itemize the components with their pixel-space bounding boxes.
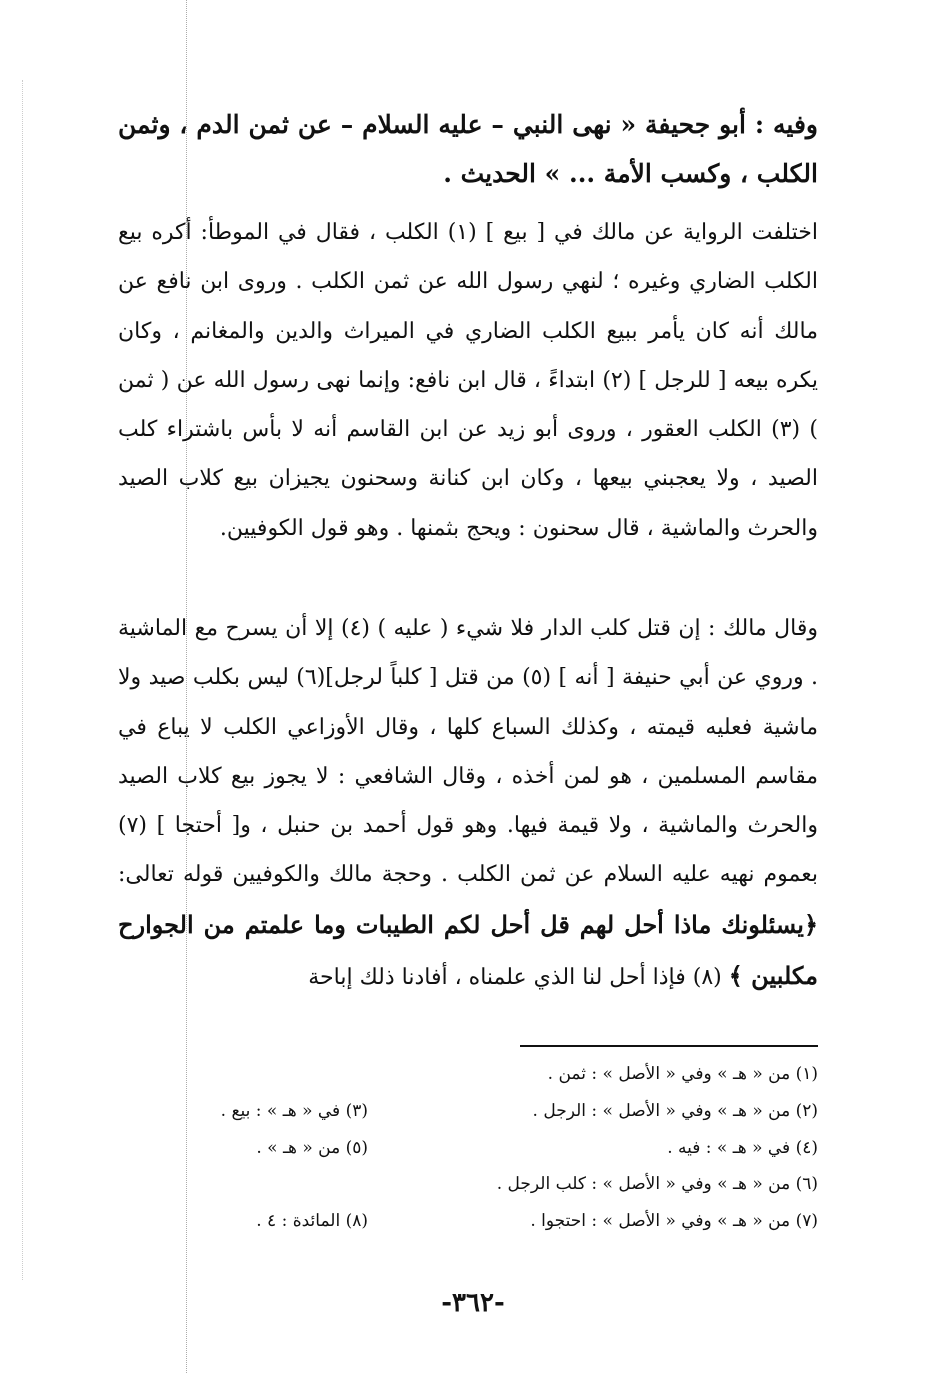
- footnote-row: [118, 1211, 818, 1248]
- footnote-6: (٦) من « هـ » وفي « الأصل » : كلب الرجل .: [496, 1174, 818, 1195]
- paragraph-malik-views: اختلفت الرواية عن مالك في [ بيع ] (١) الكلب ، فقال في الموطأ: أكره بيع الكلب الضاري وغيره ؛ لنهي رسول الله عن ثمن الكلب . وروى ابن نافع عن مالك أنه كان يأمر ببيع الكلب الضاري في الميراث والدين والمغانم ، وكان يكره بيعه [ للرجل ] (٢) ابتداءً ، قال ابن نافع: وإنما نهى رسول الله عن ( ثمن ) (٣) الكلب العقور ، وروى أبو زيد عن ابن القاسم أنه لا بأس باشتراء كلب الصيد ، ولا يعجبني بيعها ، وكان ابن كنانة وسحنون يجيزان بيع كلاب الصيد والحرث والماشية ، قال سحنون : ويحج بثمنها . وهو قول الكوفيين.: [118, 220, 818, 541]
- footnote-row: [118, 1101, 818, 1138]
- footnote-4: (٤) في « هـ » : فيه .: [667, 1137, 818, 1158]
- footnote-row: [118, 1064, 818, 1101]
- footnote-2: (٢) من « هـ » وفي « الأصل » : الرجل .: [532, 1100, 818, 1121]
- footnote-7: (٧) من « هـ » وفي « الأصل » : احتجوا .: [530, 1211, 818, 1232]
- footnote-3: (٣) في « هـ » : بيع .: [220, 1100, 368, 1121]
- footnote-separator: [520, 1045, 818, 1047]
- page-number: -٣٦٢-: [441, 1288, 505, 1318]
- paragraph-killing-dog: [118, 604, 818, 1002]
- verse-continuation: (٨) فإذا أحل لنا الذي علمناه ، أفادنا ذلك إباحة: [308, 965, 722, 991]
- footnote-8: (٨) المائدة : ٤ .: [256, 1211, 368, 1232]
- footnote-1: (١) من « هـ » وفي « الأصل » : ثمن .: [547, 1064, 818, 1084]
- footnotes: [118, 1064, 818, 1248]
- scan-edge-line: [22, 80, 24, 1280]
- hadith-intro: وفيه : أبو جحيفة « نهى النبي – عليه السلام – عن ثمن الدم ، وثمن الكلب ، وكسب الأمة ... » الحديث .: [118, 110, 818, 188]
- quran-verse: ﴿يسئلونك ماذا أحل لهم قل أحل لكم الطيبات وما علمتم من الجوارح مكلبين ﴾: [118, 909, 818, 991]
- footnote-row: [118, 1138, 818, 1175]
- paragraph-body: وقال مالك : إن قتل كلب الدار فلا شيء ( عليه ) (٤) إلا أن يسرح مع الماشية . وروي عن أبي حنيفة [ أنه ] (٥) من قتل [ كلباً لرجل](٦) ليس بكلب صيد ولا ماشية فعليه قيمته ، وكذلك السباع كلها ، وقال الأوزاعي الكلب لا يباع في مقاسم المسلمين ، هو لمن أخذه ، وقال الشافعي : لا يجوز بيع كلاب الصيد والحرث والماشية ، ولا قيمة فيها. وهو قول أحمد بن حنبل ، و[ أحتجا ] (٧) بعموم نهيه عليه السلام عن ثمن الكلب . وحجة مالك والكوفيين قوله تعالى:: [118, 616, 818, 888]
- footnote-5: (٥) من « هـ » .: [256, 1137, 368, 1158]
- footnote-row: [118, 1174, 818, 1211]
